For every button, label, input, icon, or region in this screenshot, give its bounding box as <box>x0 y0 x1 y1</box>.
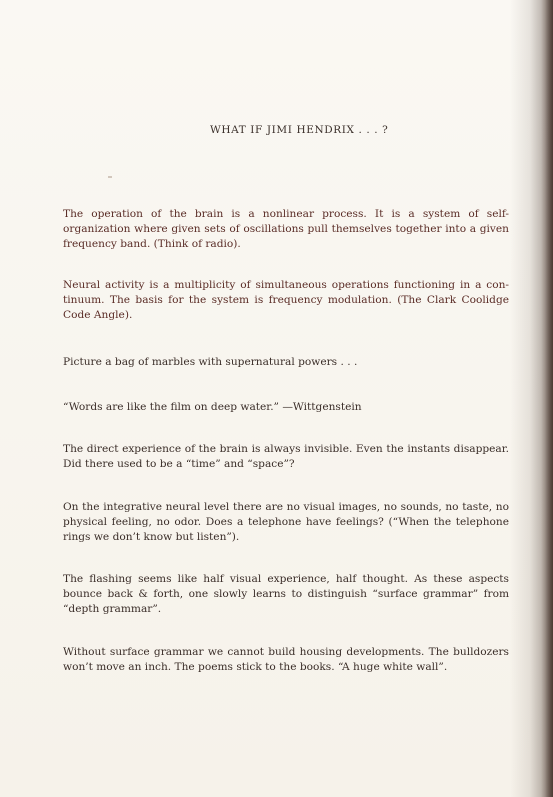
page-title: WHAT IF JIMI HENDRIX . . . ? <box>210 124 389 136</box>
paragraph-3: Picture a bag of marbles with supernatural powers . . . <box>63 356 358 368</box>
paragraph-4: “Words are like the film on deep water.” —Wittgenstein <box>63 401 362 413</box>
stray-mark <box>108 176 112 178</box>
paragraph-7: The flashing seems like half visual experience, half thought. As these aspects bounce back & forth, one slowly learns to distinguish “surface grammar” from “depth grammar”. <box>63 573 509 616</box>
paragraph-5: The direct experience of the brain is always invisible. Even the instants disappear. Did there used to be a “time” and “space”? <box>63 443 509 471</box>
paragraph-2: Neural activity is a multiplicity of simultaneous operations functioning in a con-tinuum. The basis for the system is frequency modulation. (The Clark Coolidge Code Angle). <box>63 279 509 322</box>
paragraph-8: Without surface grammar we cannot build housing developments. The bulldozers won’t move an inch. The poems stick to the books. “A huge white wall”. <box>63 646 509 674</box>
paragraph-6: On the integrative neural level there are no visual images, no sounds, no taste, no physical feeling, no odor. Does a telephone have feelings? (“When the telephone rings we don’t know but listen”). <box>63 501 509 544</box>
paragraph-1: The operation of the brain is a nonlinear process. It is a system of self-organization where given sets of oscillations pull themselves together into a given frequency band. (Think of radio). <box>63 208 509 251</box>
page-gutter-shadow <box>541 0 553 797</box>
